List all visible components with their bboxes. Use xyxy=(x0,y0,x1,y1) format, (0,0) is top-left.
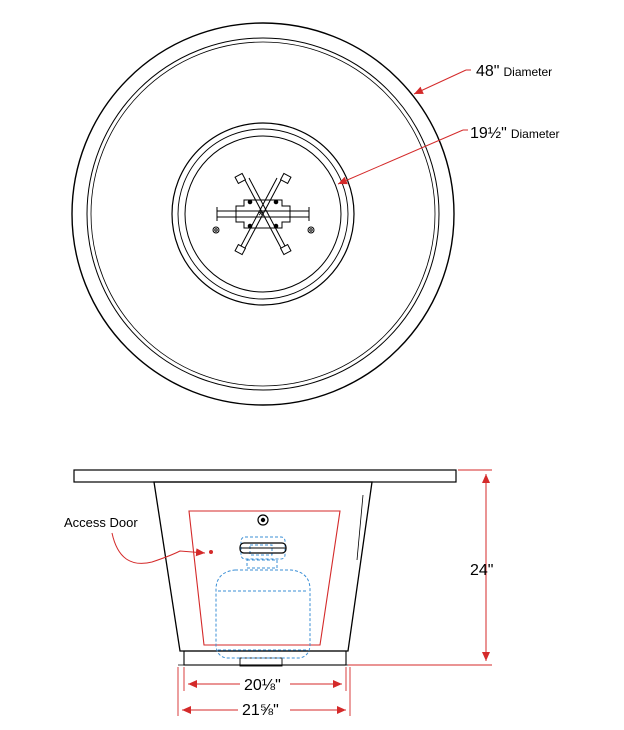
access-door-label: Access Door xyxy=(64,515,138,530)
top-view xyxy=(72,23,560,405)
access-door-leader xyxy=(112,533,205,563)
tabletop xyxy=(74,470,456,482)
propane-tank-icon xyxy=(216,537,310,658)
door-knob-center xyxy=(261,518,265,522)
inner-width-label: 20⅛" xyxy=(244,677,281,694)
height-label: 24" xyxy=(470,562,494,579)
access-door-outline xyxy=(189,511,340,645)
inner-diameter-leader xyxy=(338,130,463,184)
center-star-icon: * xyxy=(258,207,264,223)
outer-diameter-label: 48" Diameter xyxy=(476,63,553,80)
burner-star-icon xyxy=(213,173,314,254)
front-view xyxy=(64,470,493,719)
outer-width-label: 21⅝" xyxy=(242,702,279,719)
inner-diameter-label: 19½" Diameter xyxy=(470,125,560,142)
outer-diameter-leader xyxy=(414,70,466,94)
door-dot xyxy=(209,550,213,554)
body-outline xyxy=(154,482,372,651)
